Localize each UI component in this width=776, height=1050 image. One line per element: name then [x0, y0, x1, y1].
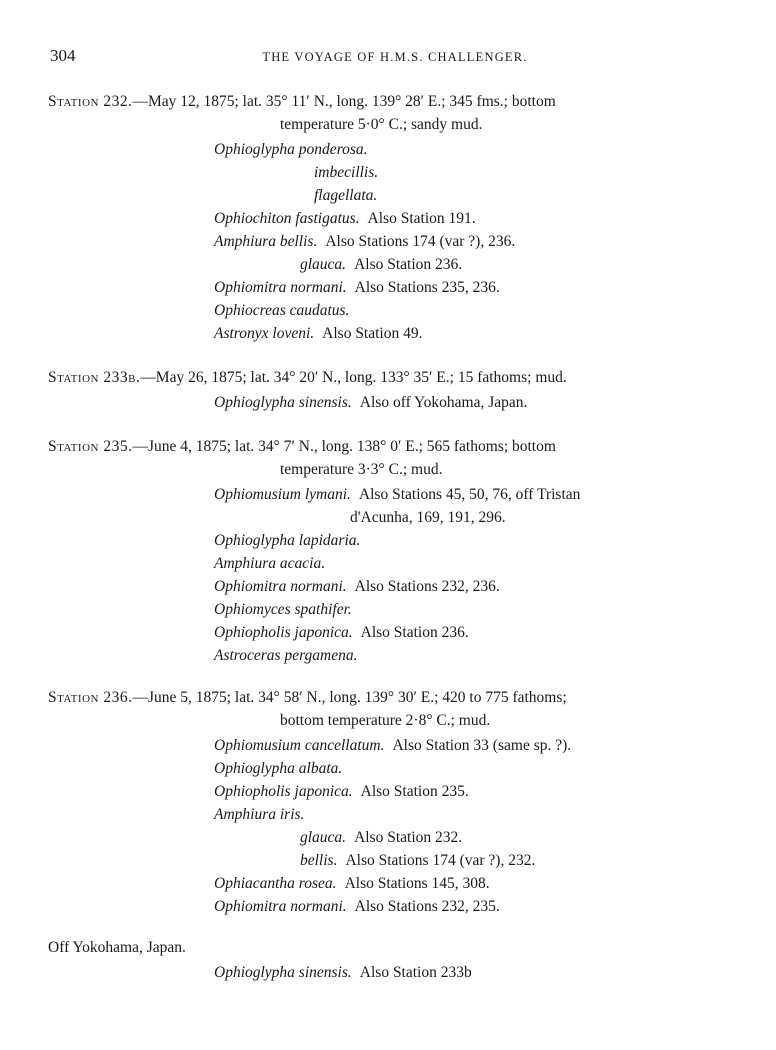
- species-list: [48, 961, 728, 984]
- species-item: Ophiopholis japonica. Also Station 236.: [214, 624, 469, 641]
- species-item: Ophioglypha sinensis. Also Station 233b: [214, 964, 472, 981]
- station-label: Station 236.: [48, 689, 133, 706]
- station-233b: [48, 366, 728, 414]
- station-232: [48, 90, 728, 345]
- species-item: glauca. Also Station 236.: [300, 256, 463, 273]
- species-item: Ophiomitra normani. Also Stations 232, 235.: [214, 898, 500, 915]
- species-item: Ophiomusium lymani. Also Stations 45, 50, 76, off Tristan: [214, 486, 581, 503]
- species-item: Ophioglypha lapidaria.: [214, 532, 361, 549]
- station-heading: [48, 936, 728, 959]
- station-235: [48, 435, 728, 667]
- species-item: Amphiura bellis. Also Stations 174 (var ?), 236.: [214, 233, 516, 250]
- species-item: Ophiochiton fastigatus. Also Station 191.: [214, 210, 476, 227]
- species-item: Ophiomitra normani. Also Stations 235, 236.: [214, 279, 500, 296]
- station-label: Station 233b.: [48, 369, 141, 386]
- station-label: Off Yokohama, Japan.: [48, 939, 186, 956]
- station-details: —June 4, 1875; lat. 34° 7′ N., long. 138° 0′ E.; 565 fathoms; bottom: [132, 438, 556, 455]
- station-label: Station 235.: [48, 438, 133, 455]
- species-item: Ophioglypha albata.: [214, 760, 343, 777]
- species-item: flagellata.: [314, 187, 378, 204]
- station-heading: [48, 435, 728, 458]
- species-item: glauca. Also Station 232.: [300, 829, 463, 846]
- species-note-cont: d'Acunha, 169, 191, 296.: [350, 509, 506, 526]
- station-off-yokohama: [48, 936, 728, 984]
- species-item: Amphiura iris.: [214, 806, 305, 823]
- species-item: Ophiacantha rosea. Also Stations 145, 308.: [214, 875, 490, 892]
- species-item: Amphiura acacia.: [214, 555, 326, 572]
- species-list: [48, 734, 728, 918]
- station-details-cont: bottom temperature 2·8° C.; mud.: [280, 712, 491, 729]
- species-item: Astroceras pergamena.: [214, 647, 358, 664]
- species-item: Ophioglypha ponderosa.: [214, 141, 368, 158]
- species-item: Ophiomusium cancellatum. Also Station 33 (same sp. ?).: [214, 737, 572, 754]
- station-details-cont: temperature 3·3° C.; mud.: [280, 461, 443, 478]
- page-number: 304: [50, 46, 76, 65]
- species-item: imbecillis.: [314, 164, 379, 181]
- station-236: [48, 686, 728, 918]
- species-item: Astronyx loveni. Also Station 49.: [214, 325, 423, 342]
- station-details: —May 12, 1875; lat. 35° 11′ N., long. 139° 28′ E.; 345 fms.; bottom: [132, 93, 556, 110]
- species-item: Ophiomyces spathifer.: [214, 601, 352, 618]
- running-title: THE VOYAGE OF H.M.S. CHALLENGER.: [262, 50, 528, 64]
- station-details: —June 5, 1875; lat. 34° 58′ N., long. 139° 30′ E.; 420 to 775 fathoms;: [132, 689, 567, 706]
- station-label: Station 232.: [48, 93, 133, 110]
- species-item: Ophioglypha sinensis. Also off Yokohama, Japan.: [214, 394, 528, 411]
- species-item: Ophiopholis japonica. Also Station 235.: [214, 783, 469, 800]
- station-heading: [48, 366, 728, 389]
- species-item: Ophiocreas caudatus.: [214, 302, 350, 319]
- species-list: [48, 138, 728, 345]
- station-heading: [48, 90, 728, 113]
- species-list: [48, 391, 728, 414]
- page-header: [50, 46, 740, 70]
- station-heading: [48, 686, 728, 709]
- species-list: [48, 483, 728, 667]
- species-item: Ophiomitra normani. Also Stations 232, 236.: [214, 578, 500, 595]
- station-details: —May 26, 1875; lat. 34° 20′ N., long. 133° 35′ E.; 15 fathoms; mud.: [140, 369, 567, 386]
- station-details-cont: temperature 5·0° C.; sandy mud.: [280, 116, 483, 133]
- species-item: bellis. Also Stations 174 (var ?), 232.: [300, 852, 536, 869]
